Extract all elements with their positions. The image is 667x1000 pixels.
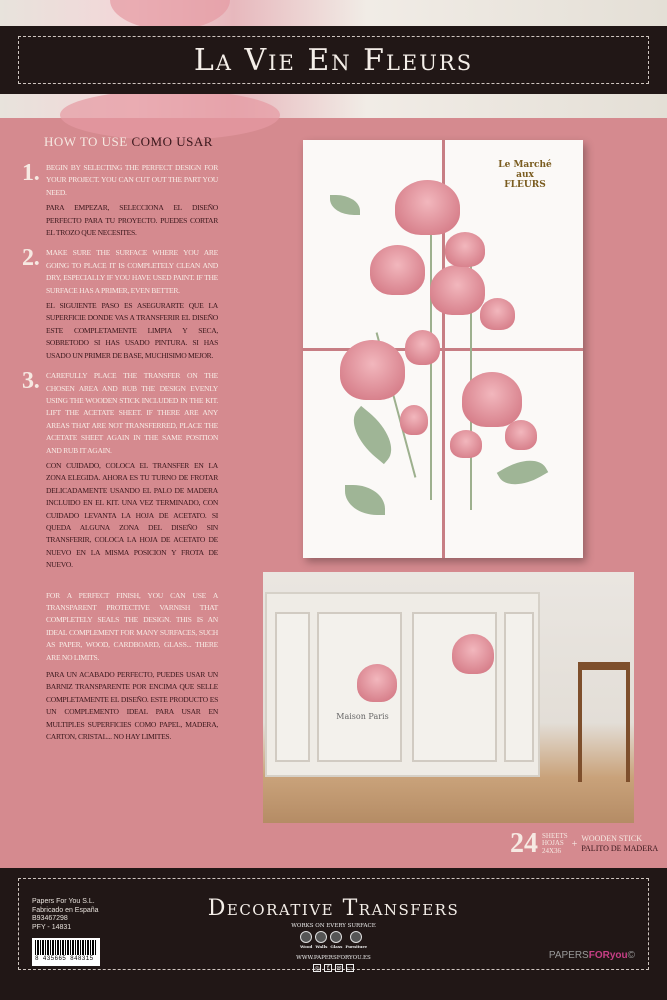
furniture-photo — [263, 572, 634, 823]
glass-icon: Glass — [330, 931, 342, 949]
step-3: 3. CAREFULLY PLACE THE TRANSFER ON THE CHOSEN AREA AND RUB THE DESIGN EVENLY USING THE WOODEN STICK INCLUDED IN THE KIT. LIFT THE ACETATE SHEET. IF THERE ARE ANY AREAS THAT ARE NOT TRANSFERRED, PLACE THE ACETATE SHEET AGAIN IN THE SAME POSITION AND RUB IT AGAIN. CON CUIDADO, COLOCA EL TRANSFER EN LA ZONA ELEGIDA. AHORA ES TU TURNO DE FROTAR DELICADAMENTE USANDO EL PALO DE MADERA INCLUIDO EN EL KIT. UNA VEZ TERMINADO, CON CUIDADO LEVANTA LA HOJA DE ACETATO. SI QUEDA ALGUNA ZONA DEL DISEÑO SIN TRANSFERIR, COLOCA LA HOJA DE ACETATO DE NUEVO EN LA MISMA POSICION Y FROTA DE NUEVO. — [22, 368, 218, 570]
package-contents: 24 SHEETS HOJAS 24X36 + WOODEN STICK PALITO DE MADERA — [510, 828, 659, 859]
footer-band: Decorative Transfers Papers For You S.L. Fabricado en España B93467298 PFY - 14831 8 435665 848315 WORKS ON EVERY SURFACE Wood Walls Glass Furniture WWW.PAPERSFORYOU.ES ◎ f ✉ ▭ PAPERSFORyou© — [0, 868, 667, 1000]
barcode: 8 435665 848315 — [32, 938, 100, 966]
step-2: 2. MAKE SURE THE SURFACE WHERE YOU ARE GOING TO PLACE IT IS COMPLETELY CLEAN AND DRY, ESPECIALLY IF YOU HAVE USED PAINT. IF THE SURFACE HAS A PRIMER, EVEN BETTER. EL SIGUIENTE PASO ES ASEGURARTE QUE LA SUPERFICIE DONDE VAS A TRANSFERIR EL DISEÑO ESTE COMPLETAMENTE LIMPIA Y SECA, SOBRETODO SI HAS USADO PINTURA. SI HAS USADO UN PRIMER DE BASE, MUCHISIMO MEJOR. — [22, 245, 218, 360]
footer-title: Decorative Transfers — [207, 896, 460, 921]
product-title: La Vie En Fleurs — [193, 43, 474, 78]
walls-icon: Walls — [315, 931, 327, 949]
instagram-icon: ◎ — [314, 965, 320, 972]
company-info: Papers For You S.L. Fabricado en España B93467298 PFY - 14831 — [32, 898, 99, 931]
header-band — [0, 26, 667, 94]
wooden-stool — [578, 662, 630, 782]
surface-icons — [0, 931, 667, 949]
website: WWW.PAPERSFORYOU.ES — [296, 955, 371, 961]
finish-notes: FOR A PERFECT FINISH, YOU CAN USE A TRANSPARENT PROTECTIVE VARNISH THAT COMPLETELY SEALS THE DESIGN. THIS IS AN IDEAL COMPLEMENT FOR MANY SURFACES, SUCH AS PAPER, WOOD, CARDBOARD, GLASS... THERE ARE NO LIMITS. PARA UN ACABADO PERFECTO, PUEDES USAR UN BARNIZ TRANSPARENTE POR ENCIMA QUE SELLE COMPLETAMENTE EL DISEÑO. ESTE PRODUCTO ES UN COMPLEMENTO IDEAL PARA USAR EN MULTIPLES SUPERFICIES COMO PAPEL, MADERA, CARTON, CRISTAL... NO HAY LIMITES. — [46, 590, 218, 742]
cabinet — [265, 592, 540, 777]
wood-icon: Wood — [300, 931, 312, 949]
instructions — [22, 134, 218, 743]
monitor-icon: ▭ — [347, 965, 353, 972]
le-marche-logo: Le Marché aux FLEURS — [498, 160, 552, 190]
social-icons — [0, 964, 667, 972]
brand-logo: PAPERSFORyou© — [548, 950, 635, 961]
instructions-heading: HOW TO USE COMO USAR — [44, 134, 213, 149]
email-icon: ✉ — [336, 965, 342, 972]
cabinet-text: Maison Paris — [336, 712, 389, 721]
facebook-icon: f — [324, 964, 332, 972]
furniture-icon: Furniture — [345, 931, 367, 949]
step-1: 1. BEGIN BY SELECTING THE PERFECT DESIGN FOR YOUR PROJECT. YOU CAN CUT OUT THE PART YOU NEED. PARA EMPEZAR, SELECCIONA EL DISEÑO PERFECTO PARA TU PROYECTO. PUEDES CORTAR EL TROZO QUE NECESITES. — [22, 160, 218, 238]
